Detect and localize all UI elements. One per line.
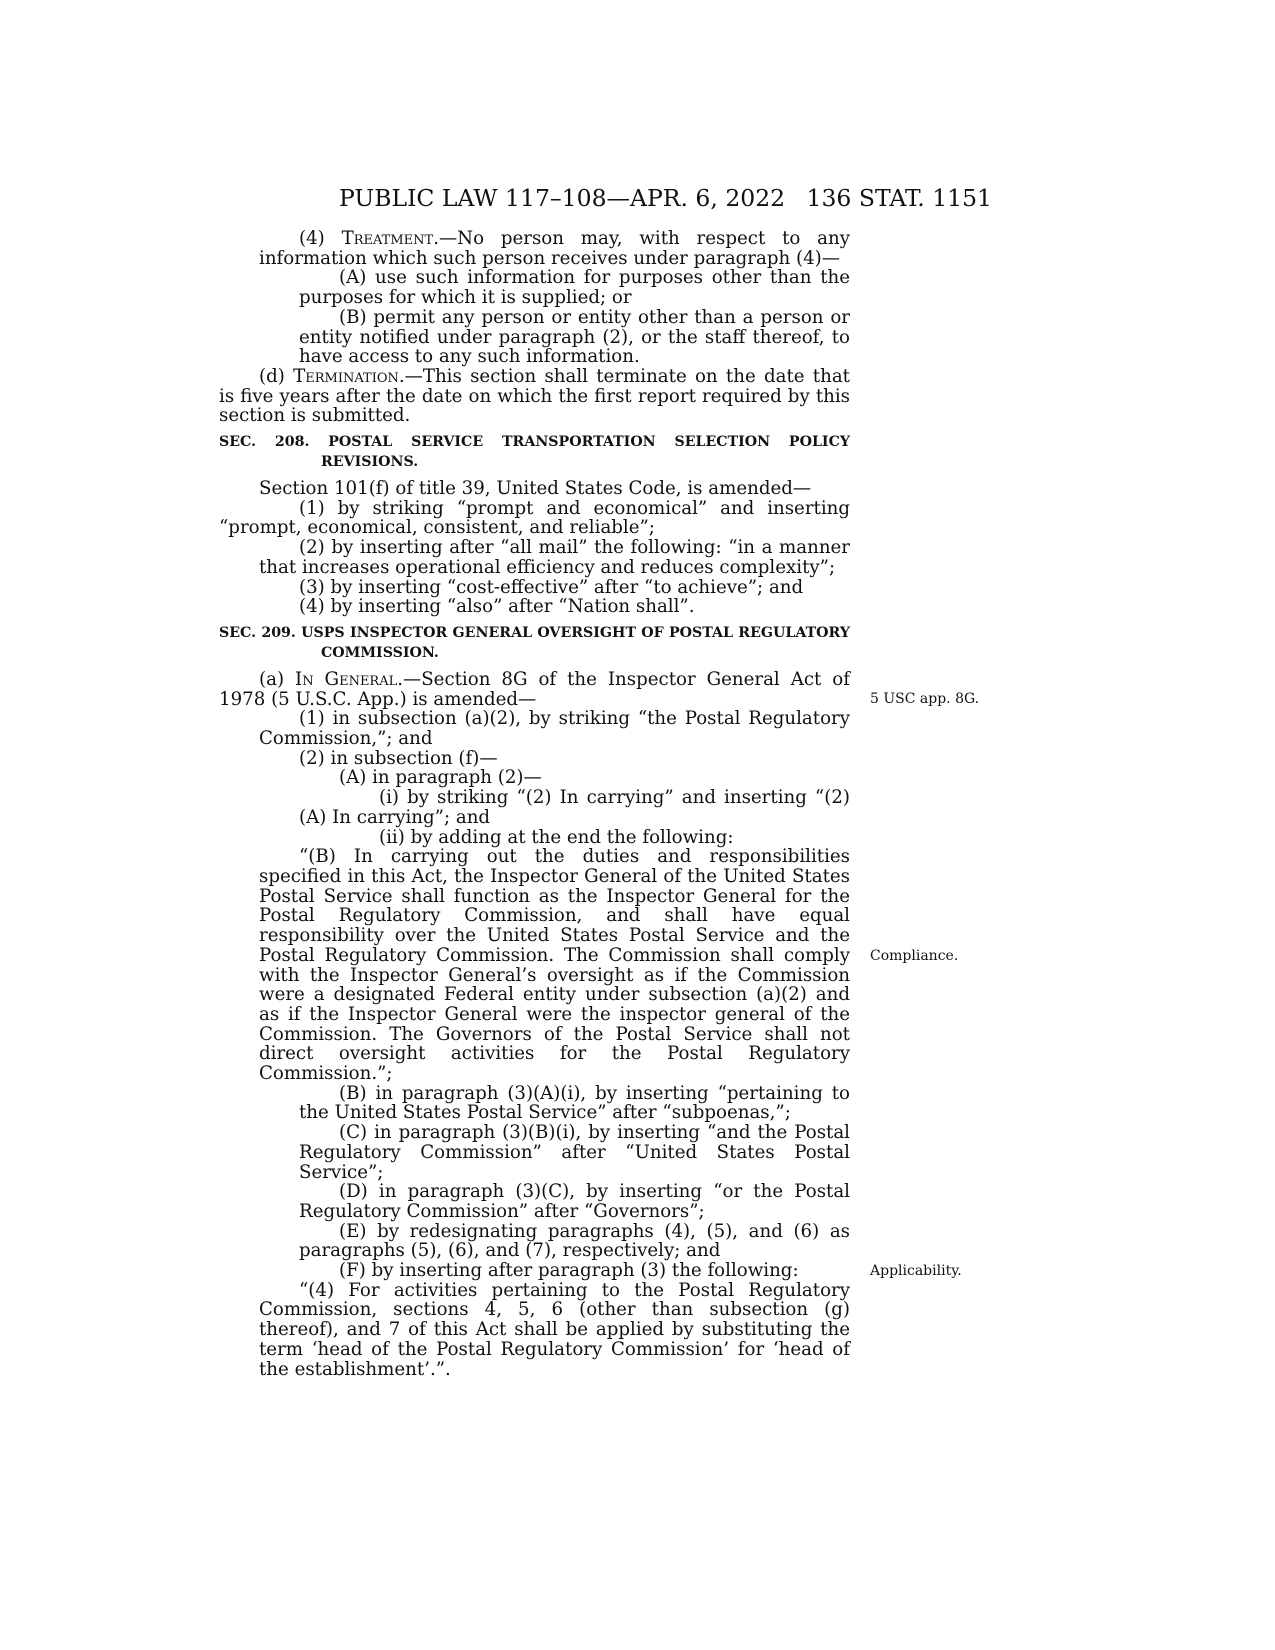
margin-note-applicability: Applicability. — [870, 1263, 962, 1279]
section-209-a-2-A: (A) in paragraph (2)— — [339, 767, 542, 789]
quoted-paragraph-4: “(4) For activities pertaining to the Postal Regulatory Commission, sections 4, 5, 6 (other than subsection (g) thereof), and 7 of this Act shall be applied by substituting the term ‘head of the Postal Regulatory Commission’ for ‘head of the establishment’.”. — [259, 1279, 850, 1380]
section-209-a-2-F: (F) by inserting after paragraph (3) the following: — [339, 1260, 799, 1282]
quoted-subparagraph-B: “(B) In carrying out the duties and responsibilities specified in this Act, the Inspector General of the United States Postal Service shall function as the Inspector General for the Postal Regulatory Commission, and shall have equal responsibility over the United States Postal Service and the Postal Regulatory Commission. The Commission shall comply with the Inspector General’s oversight as if the Commission were a designated Federal entity under subsection (a)(2) and as if the Inspector General were the inspector general of the Commission. The Governors of the Postal Service shall not direct oversight activities for the Postal Regulatory Commission.”; — [259, 846, 850, 1085]
header-public-law: PUBLIC LAW 117–108—APR. 6, 2022 — [339, 184, 786, 212]
section-208-item-3: (3) by inserting “cost-effective” after “to achieve”; and — [299, 576, 804, 598]
section-209-a-2: (2) in subsection (f)— — [299, 747, 498, 769]
section-209-a-2-B: (B) in paragraph (3)(A)(i), by inserting “pertaining to the United States Postal Service” after “subpoenas,”; — [299, 1082, 850, 1124]
section-209-a-2-A-i: (i) by striking “(2) In carrying” and inserting “(2)(A) In carrying”; and — [299, 787, 850, 828]
margin-note-compliance: Compliance. — [870, 948, 959, 964]
paragraph-treatment-a: (A) use such information for purposes other than the purposes for which it is supplied; or — [299, 267, 850, 309]
running-header — [339, 180, 992, 216]
section-209-a-2-E: (E) by redesignating paragraphs (4), (5), and (6) as paragraphs (5), (6), and (7), respectively; and — [299, 1220, 850, 1262]
paragraph-termination: (d) Termination.—This section shall terminate on the date that is five years after the date on which the first report required by this section is submitted. — [219, 365, 850, 427]
section-208-item-1: (1) by striking “prompt and economical” and inserting “prompt, economical, consistent, and reliable”; — [219, 497, 850, 539]
section-208-item-2: (2) by inserting after “all mail” the following: “in a manner that increases operational efficiency and reduces complexity”; — [259, 537, 850, 578]
margin-note-usc: 5 USC app. 8G. — [870, 691, 980, 707]
paragraph-treatment-b: (B) permit any person or entity other than a person or entity notified under paragraph (2), or the staff thereof, to have access to any such information. — [299, 306, 850, 368]
header-stat-page: 136 STAT. 1151 — [806, 184, 992, 212]
paragraph-treatment: (4) Treatment.—No person may, with respect to any information which such person receives under paragraph (4)— — [259, 228, 850, 269]
section-208-intro: Section 101(f) of title 39, United States Code, is amended— — [259, 478, 812, 500]
section-209-a-2-C: (C) in paragraph (3)(B)(i), by inserting “and the Postal Regulatory Commission” after “United States Postal Service”; — [299, 1122, 850, 1183]
section-208-item-4: (4) by inserting “also” after “Nation shall”. — [299, 596, 695, 618]
section-209-heading: SEC. 209. USPS INSPECTOR GENERAL OVERSIGHT OF POSTAL REGULATORY COMMISSION. — [219, 624, 850, 661]
section-209-a-1: (1) in subsection (a)(2), by striking “the Postal Regulatory Commission,”; and — [259, 708, 850, 750]
section-209-a-2-D: (D) in paragraph (3)(C), by inserting “or the Postal Regulatory Commission” after “Governors”; — [299, 1181, 850, 1222]
section-209-a: (a) In General.—Section 8G of the Inspector General Act of 1978 (5 U.S.C. App.) is amended— — [219, 668, 850, 710]
section-208-heading: SEC. 208. POSTAL SERVICE TRANSPORTATION SELECTION POLICY REVISIONS. — [219, 434, 850, 471]
page-body — [219, 229, 850, 1379]
section-209-a-2-A-ii: (ii) by adding at the end the following: — [379, 826, 734, 848]
